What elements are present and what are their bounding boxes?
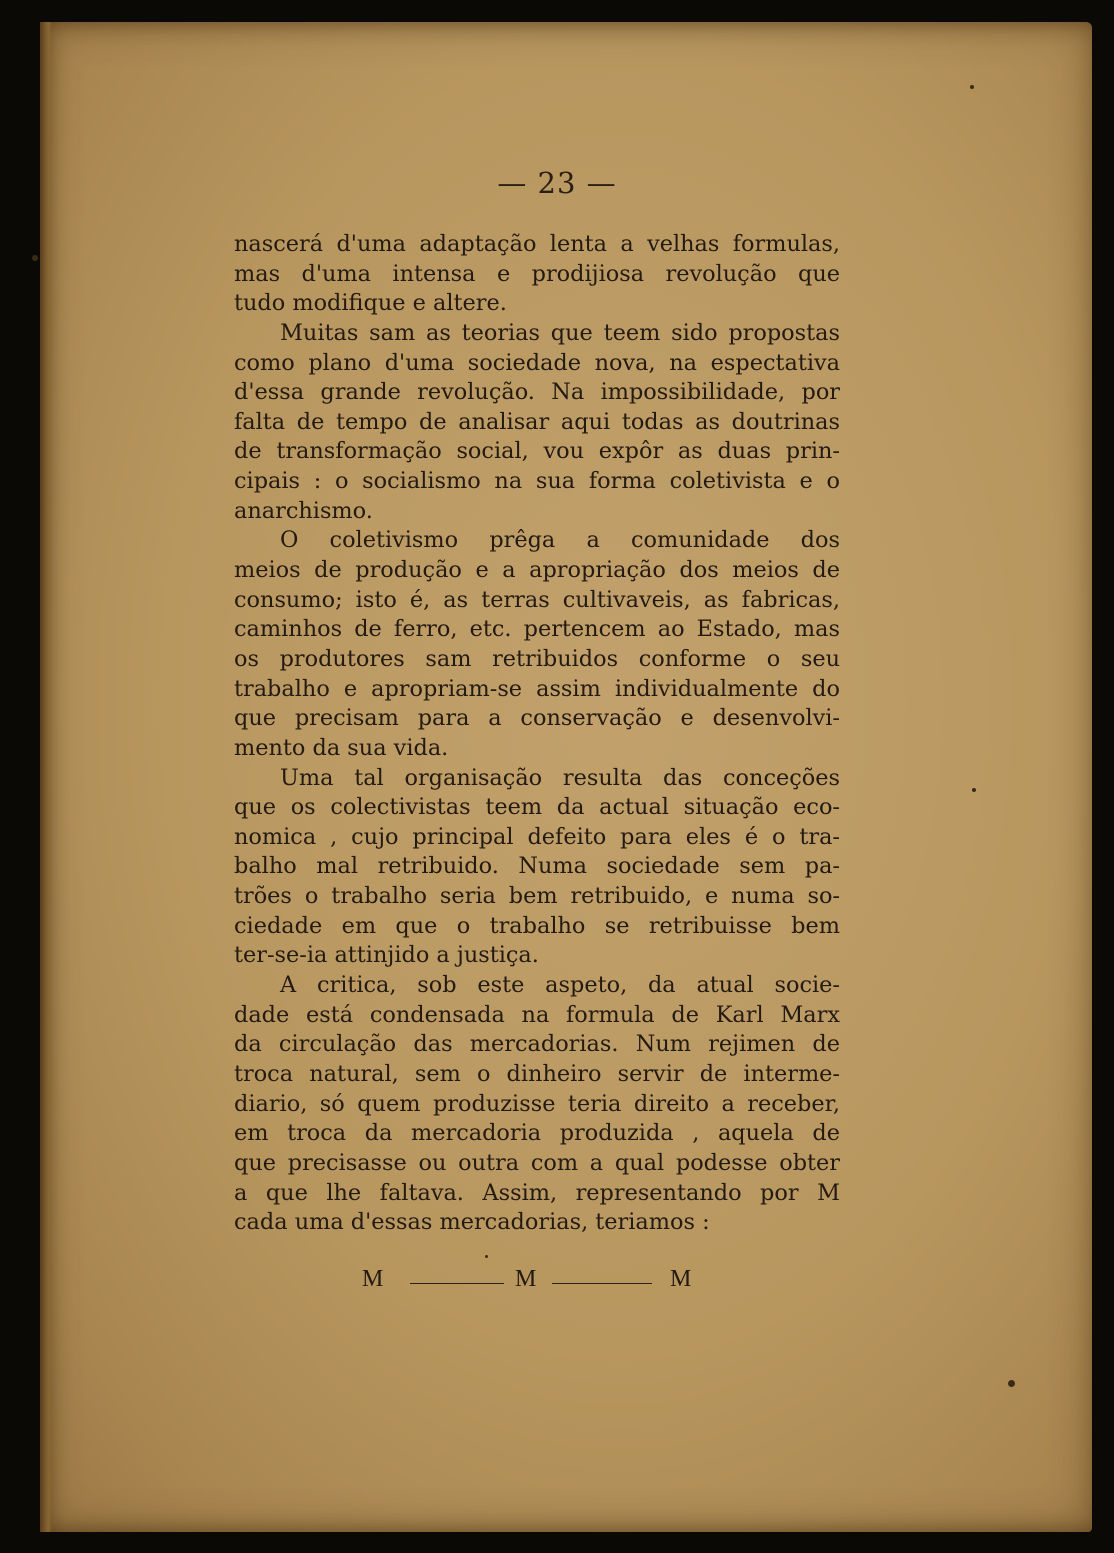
text-line: que precisam para a conservação e desenvolvi- xyxy=(234,705,840,732)
paper-speck xyxy=(970,85,974,89)
text-line: tudo modifique e altere. xyxy=(234,290,507,317)
text-line: de transformação social, vou expôr as duas prin- xyxy=(234,438,840,465)
text-line: nascerá d'uma adaptação lenta a velhas formulas, xyxy=(234,231,840,257)
body-text xyxy=(234,230,840,1238)
page-binding-edge xyxy=(40,22,52,1532)
text-line: trabalho e apropriam-se assim individualmente do xyxy=(234,675,840,702)
text-line: a que lhe faltava. Assim, representando por M xyxy=(234,1179,840,1206)
text-line: diario, só quem produzisse teria direito a receber, xyxy=(234,1090,840,1117)
text-line: mas d'uma intensa e prodijiosa revolução que xyxy=(234,260,840,287)
text-line: ciedade em que o trabalho se retribuisse bem xyxy=(234,912,840,939)
text-line: anarchismo. xyxy=(234,497,373,524)
text-line: cada uma d'essas mercadorias, teriamos : xyxy=(234,1209,710,1236)
text-line: dade está condensada na formula de Karl Marx xyxy=(234,1001,840,1028)
text-line: Muitas sam as teorias que teem sido propostas xyxy=(280,319,840,346)
text-line: Uma tal organisação resulta das conceções xyxy=(280,764,840,791)
circulation-formula xyxy=(362,1266,702,1298)
text-line: balho mal retribuido. Numa sociedade sem pa- xyxy=(234,853,840,880)
text-line: que precisasse ou outra com a qual podesse obter xyxy=(234,1149,840,1176)
text-line: que os colectivistas teem da actual situação eco- xyxy=(234,794,840,821)
text-line: os produtores sam retribuidos conforme o seu xyxy=(234,645,840,672)
text-line: mento da sua vida. xyxy=(234,734,449,761)
paper-speck xyxy=(485,1255,488,1258)
text-line: como plano d'uma sociedade nova, na espectativa xyxy=(234,349,840,376)
text-line: da circulação das mercadorias. Num rejimen de xyxy=(234,1031,840,1058)
text-line: meios de produção e a apropriação dos meios de xyxy=(234,557,840,584)
text-line: cipais : o socialismo na sua forma coletivista e o xyxy=(234,468,840,495)
text-line: trões o trabalho seria bem retribuido, e numa so- xyxy=(234,883,840,910)
text-line: O coletivismo prêga a comunidade dos xyxy=(280,527,840,554)
paper-speck xyxy=(1008,1380,1015,1387)
formula-term: M xyxy=(670,1266,692,1292)
text-line: troca natural, sem o dinheiro servir de interme- xyxy=(234,1060,840,1087)
text-line: consumo; isto é, as terras cultivaveis, as fabricas, xyxy=(234,586,840,613)
text-line: em troca da mercadoria produzida , aquela de xyxy=(234,1120,840,1147)
formula-term: M xyxy=(362,1266,384,1292)
page-number: — 23 — xyxy=(497,166,617,200)
formula-dash xyxy=(410,1283,504,1284)
text-line: falta de tempo de analisar aqui todas as doutrinas xyxy=(234,408,840,435)
text-line: caminhos de ferro, etc. pertencem ao Estado, mas xyxy=(234,616,840,643)
text-line: A critica, sob este aspeto, da atual socie- xyxy=(280,972,840,999)
text-line: ter-se-ia attinjido a justiça. xyxy=(234,942,539,969)
text-line: d'essa grande revolução. Na impossibilidade, por xyxy=(234,379,840,406)
formula-term: M xyxy=(515,1266,537,1292)
formula-dash xyxy=(552,1283,652,1284)
paper-speck xyxy=(32,255,38,261)
paper-speck xyxy=(972,788,976,792)
text-line: nomica , cujo principal defeito para eles é o tra- xyxy=(234,823,840,850)
